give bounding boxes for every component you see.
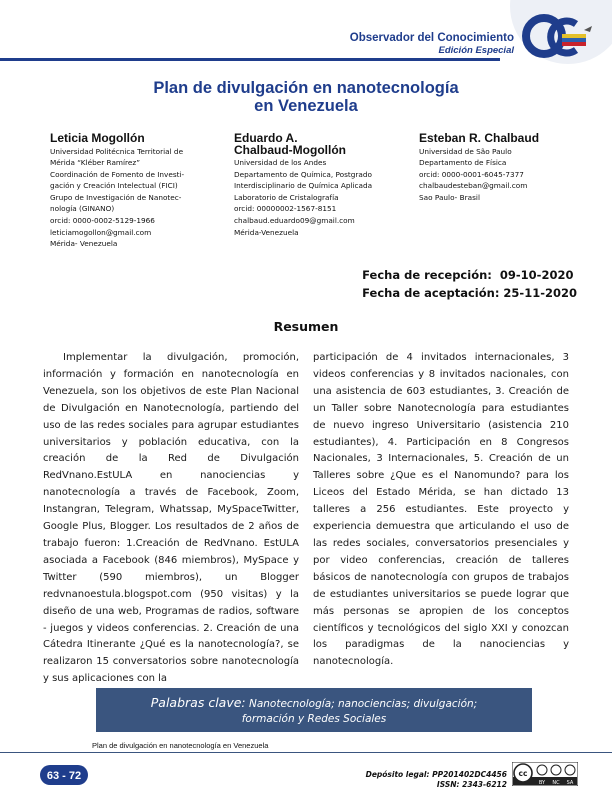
cc-by-label: BY — [538, 780, 546, 786]
keywords-text-2: formación y Redes Sociales — [241, 713, 387, 725]
page-separator: - — [62, 770, 66, 782]
keywords-text-1: Nanotecnología; nanociencias; divulgación; — [248, 698, 478, 710]
received-date: Fecha de recepción: 09-10-2020 — [362, 268, 574, 282]
author-block-1 — [50, 133, 184, 250]
issn: ISSN: 2343-6212 — [436, 780, 507, 789]
keywords-box — [96, 688, 532, 732]
abstract-text-right: participación de 4 invitados internacionales, 3 videos conferencias y 8 invitados nacionales, con una asistencia de 603 estudiantes, 3. Creación de un Taller sobre Nanotecnología para estudiantes de nuevo ingreso Universitario (asistencia 210 estudiantes), 4. Participación en 8 Congresos Nacionales, 3 Internacionales, 5. Creación de un Talleres sobre ¿Que es el Nanomundo? para los Liceos del Estado Mérida, se han dictado 13 talleres a 256 estudiantes. Este proyecto y experiencia demuestra que articulando el uso de las redes sociales, conversatorios presenciales y por video conferencias, creación de talleres básicos de nanotecnología con grupos de trabajos de estudiantes universitarios se puede lograr que más personas se apropien de los conceptos científicos y tecnológicos del siglo XXI y conozcan los paradigmas de la nanociencias y nanotecnología. — [313, 352, 569, 668]
accepted-date: Fecha de aceptación: 25-11-2020 — [362, 286, 577, 300]
page-end: 72 — [68, 770, 82, 782]
legal-deposit: Depósito legal: PP201402DC4456 — [365, 770, 507, 779]
cc-license-badge[interactable] — [512, 762, 578, 786]
author-name — [234, 133, 372, 156]
email: chalbaudesteban@gmail.com — [419, 181, 528, 191]
author-block-3 — [419, 133, 539, 203]
svg-text:cc: cc — [518, 769, 528, 778]
journal-name: Observador del Conocimiento — [349, 32, 514, 44]
affiliation-line: Universidad de los Andes — [234, 158, 327, 167]
cc-nc-label: NC — [552, 780, 560, 786]
journal-logo — [510, 0, 612, 80]
author-name-line: Eduardo A. — [234, 131, 298, 145]
title-line-2: en Venezuela — [254, 97, 358, 115]
page-range-badge — [40, 765, 88, 785]
orcid: orcid: 0000-0001-6045-7377 — [419, 169, 524, 179]
page-start: 63 — [46, 770, 60, 782]
author-block-2 — [234, 133, 372, 238]
abstract-column-left — [43, 350, 299, 688]
abstract-text-left: Implementar la divulgación, promoción, información y formación en nanotecnología en Venezuela, son los objetivos de este Plan Nacional de Divulgación en Nanotecnología, partiendo del uso de las redes sociales para agrupar estudiantes universitarios y población educativa, con la creación de la Red de Divulgación RedVnano.EstULA en nanociencias y nanotecnología a través de Facebook, Zoom, Instangran, Telegram, Whatssap, MySpaceTwitter, Google Plus, Blogger. Los resultados de 2 años de trabajo fueron: 1.Creación de RedVnano. EstULA asociada a Facebook (846 miembros), MySpace y Twitter (590 miembros), un Blogger redvnanoestula.blogspot.com (950 visitas) y la diseño de una web, Programas de radios, software - juegos y videos conferencias. 2. Creación de una Cátedra Itinerante ¿Qué es la nanotecnología?, se realizaron 15 conversatorios sobre nanotecnología y sus aplicaciones con la — [43, 352, 299, 685]
article-title — [0, 79, 612, 115]
affiliation-line: Universidad Politécnica Territorial de — [50, 146, 184, 156]
affiliation-line: Interdisciplinario de Química Aplicada — [234, 181, 373, 191]
orcid: orcid: 00000002-1567-8151 — [234, 204, 337, 214]
abstract-heading: Resumen — [273, 319, 339, 334]
affiliation-line: Laboratorio de Cristalografía — [234, 192, 339, 202]
legal-info — [366, 770, 507, 790]
email: leticiamogollon@gmail.com — [50, 227, 152, 237]
author-name: Leticia Mogollón — [50, 131, 145, 145]
title-line-1: Plan de divulgación en nanotecnología — [153, 79, 459, 97]
affiliation-line: Universidad de São Paulo — [419, 146, 512, 156]
affiliation-line: Mérida “Kléber Ramírez” — [50, 158, 140, 168]
footer-rule — [0, 752, 612, 753]
dates-block — [362, 266, 577, 302]
author-name: Esteban R. Chalbaud — [419, 131, 540, 145]
author-name-line: Chalbaud-Mogollón — [234, 142, 346, 157]
location: Sao Paulo- Brasil — [419, 192, 480, 202]
location: Mérida- Venezuela — [50, 239, 118, 249]
affiliation-line: Coordinación de Fomento de Investi- — [50, 169, 185, 179]
abstract-column-right — [313, 350, 569, 671]
affiliation-line: nología (GINANO) — [50, 204, 115, 214]
affiliation-line: Grupo de Investigación de Nanotec- — [50, 192, 182, 202]
running-title: Plan de divulgación en nanotecnología en Venezuela — [92, 741, 269, 750]
keywords-label: Palabras clave: — [150, 695, 246, 710]
edition-label: Edición Especial — [438, 45, 514, 56]
keywords-line-1 — [96, 695, 532, 712]
affiliation-line: Departamento de Física — [419, 158, 507, 168]
email: chalbaud.eduardo09@gmail.com — [234, 215, 355, 225]
location: Mérida-Venezuela — [234, 227, 299, 237]
affiliation-line: gación y Creación Intelectual (FICI) — [50, 181, 178, 191]
affiliation-line: Departamento de Química, Postgrado — [234, 169, 372, 179]
orcid: orcid: 0000-0002-5129-1966 — [50, 216, 155, 226]
cc-sa-label: SA — [566, 780, 574, 786]
header-rule — [0, 58, 500, 61]
